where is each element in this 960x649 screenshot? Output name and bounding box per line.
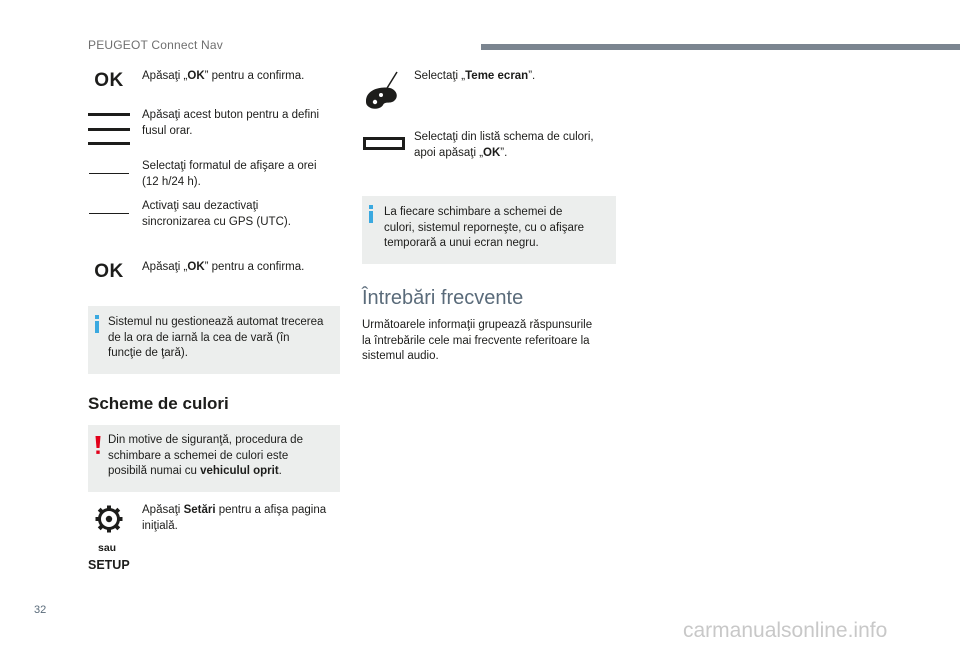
warning-box (88, 425, 340, 492)
info-box (362, 196, 616, 264)
ok-icon: OK (94, 261, 124, 282)
instruction-text: Selectaţi formatul de afişare a orei (12 h/24 h). (142, 160, 317, 188)
info-icon (368, 205, 374, 223)
ok-icon: OK (94, 70, 124, 91)
instruction-text: Activaţi sau dezactivaţi sincronizarea cu GPS (UTC). (142, 200, 291, 228)
paragraph: Următoarele informaţii grupează răspunsurile la întrebările cele mai frecvente referitoare la sistemul audio. (362, 319, 593, 362)
warning-text: Din motive de siguranţă, procedura de schimbare a schemei de culori este posibilă numai cu vehiculul oprit. (108, 434, 303, 477)
section-title: Scheme de culori (88, 394, 229, 413)
info-icon (94, 315, 100, 333)
info-text: La fiecare schimbare a schemei de culori, sistemul reporneşte, cu o afişare temporară a unui ecran negru. (384, 206, 585, 249)
header-bar (481, 44, 960, 50)
rectangle-icon (362, 137, 406, 150)
menu-lines-icon (88, 113, 130, 145)
info-text: Sistemul nu gestionează automat trecerea de la ora de iarnă la cea de vară (în funcţie de ţară). (108, 316, 324, 359)
instruction-text: Apăsaţi „OK” pentru a confirma. (142, 261, 305, 273)
instruction-text: Selectaţi din listă schema de culori, apoi apăsaţi „OK”. (414, 131, 594, 159)
section-title: Întrebări frecvente (362, 287, 524, 309)
info-box (88, 306, 340, 374)
line-icon (88, 212, 130, 214)
gear-icon (95, 505, 123, 533)
instruction-text: Apăsaţi acest buton pentru a defini fusul orar. (142, 109, 320, 137)
warning-icon (95, 436, 101, 455)
instruction-text: Apăsaţi Setări pentru a afişa pagina iniţială. (142, 504, 327, 532)
header-title: PEUGEOT Connect Nav (88, 38, 223, 52)
line-icon (88, 172, 130, 174)
instruction-text: Apăsaţi „OK” pentru a confirma. (142, 70, 305, 82)
setup-label: SETUP (88, 558, 130, 572)
watermark: carmanualsonline.info (683, 619, 888, 642)
page-number: 32 (34, 604, 47, 616)
or-label: sau (98, 542, 117, 554)
palette-icon (364, 70, 400, 110)
instruction-text: Selectaţi „Teme ecran”. (414, 70, 536, 82)
